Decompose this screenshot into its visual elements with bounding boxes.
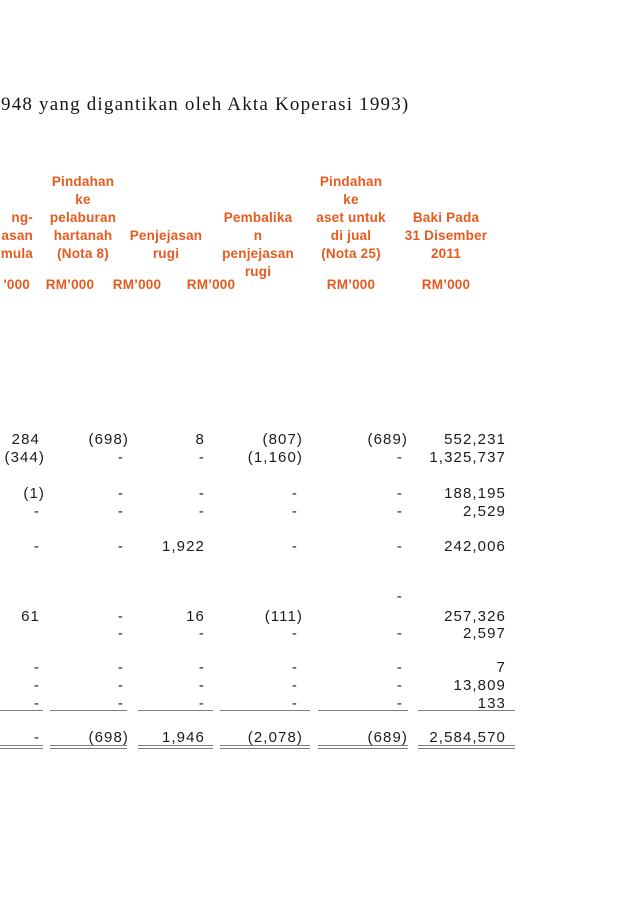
table-cell: - bbox=[396, 485, 403, 502]
table-cell: - bbox=[117, 695, 124, 712]
unit-label: RM’000 bbox=[421, 277, 471, 292]
column-double-rule bbox=[50, 745, 127, 749]
header-line: di jual bbox=[330, 228, 372, 243]
unit-label: RM’000 bbox=[326, 277, 376, 292]
table-cell: - bbox=[33, 538, 40, 555]
table-cell: - bbox=[291, 485, 298, 502]
table-cell: - bbox=[396, 588, 403, 605]
header-line: rugi bbox=[152, 246, 180, 261]
table-cell: - bbox=[291, 625, 298, 642]
column-rule bbox=[50, 710, 127, 711]
column-header-pembalikan-penjejasan-rugi bbox=[213, 209, 303, 281]
column-header-pindahan-pelaburan-hartanah bbox=[38, 173, 128, 263]
header-line: mula bbox=[0, 246, 33, 261]
total-cell: - bbox=[33, 729, 40, 746]
table-cell: 61 bbox=[21, 608, 40, 625]
header-line: 2011 bbox=[430, 246, 462, 261]
header-line: hartanah bbox=[53, 228, 113, 243]
header-line: ke bbox=[75, 192, 91, 207]
column-header-pindahan-aset-untuk-dijual bbox=[306, 173, 396, 263]
header-line: ng- bbox=[11, 210, 33, 225]
table-cell: (1) bbox=[23, 485, 45, 502]
header-line: Pembalika bbox=[223, 210, 293, 225]
header-line: n bbox=[253, 228, 263, 243]
table-cell: 257,326 bbox=[444, 608, 506, 625]
table-cell: (807) bbox=[262, 431, 303, 448]
table-cell: - bbox=[396, 695, 403, 712]
table-cell: - bbox=[396, 449, 403, 466]
column-double-rule bbox=[0, 745, 43, 749]
table-cell: - bbox=[117, 677, 124, 694]
table-cell: 13,809 bbox=[453, 677, 506, 694]
table-cell: - bbox=[396, 677, 403, 694]
column-double-rule bbox=[220, 745, 310, 749]
column-header-penjejasan-rugi bbox=[121, 227, 211, 263]
header-line: Pindahan bbox=[51, 174, 115, 189]
table-cell: - bbox=[117, 449, 124, 466]
table-cell: - bbox=[117, 625, 124, 642]
table-cell: 284 bbox=[11, 431, 40, 448]
table-cell: - bbox=[291, 659, 298, 676]
table-cell: - bbox=[198, 695, 205, 712]
table-cell: - bbox=[291, 538, 298, 555]
table-cell: 552,231 bbox=[444, 431, 506, 448]
table-cell: 2,597 bbox=[462, 625, 506, 642]
table-cell: - bbox=[396, 625, 403, 642]
column-double-rule bbox=[418, 745, 515, 749]
table-cell: (1,160) bbox=[247, 449, 303, 466]
column-rule bbox=[138, 710, 213, 711]
unit-label: RM’000 bbox=[45, 277, 95, 292]
table-cell: 1,922 bbox=[161, 538, 205, 555]
table-cell: - bbox=[117, 659, 124, 676]
table-cell: 242,006 bbox=[444, 538, 506, 555]
legal-heading: 948 yang digantikan oleh Akta Koperasi 1993) bbox=[1, 94, 410, 115]
header-line: (Nota 8) bbox=[57, 246, 109, 261]
total-cell: (2,078) bbox=[247, 729, 303, 746]
table-cell: - bbox=[291, 677, 298, 694]
table-cell: - bbox=[198, 485, 205, 502]
header-line: ke bbox=[343, 192, 359, 207]
header-line: Pindahan bbox=[319, 174, 383, 189]
table-cell: 188,195 bbox=[444, 485, 506, 502]
table-cell: - bbox=[396, 503, 403, 520]
table-cell: - bbox=[198, 659, 205, 676]
table-cell: 133 bbox=[477, 695, 506, 712]
table-cell: - bbox=[117, 608, 124, 625]
unit-label-left-partial: '000 bbox=[3, 277, 30, 292]
total-cell: (698) bbox=[88, 729, 129, 746]
total-cell: 2,584,570 bbox=[429, 729, 506, 746]
table-cell: (698) bbox=[88, 431, 129, 448]
column-rule bbox=[0, 710, 43, 711]
table-cell: - bbox=[117, 538, 124, 555]
table-cell: 7 bbox=[496, 659, 506, 676]
total-cell: 1,946 bbox=[161, 729, 205, 746]
table-cell: - bbox=[396, 659, 403, 676]
table-cell: 1,325,737 bbox=[429, 449, 506, 466]
table-cell: - bbox=[33, 659, 40, 676]
header-line: Penjejasan bbox=[129, 228, 203, 243]
column-rule bbox=[220, 710, 310, 711]
table-cell: - bbox=[198, 449, 205, 466]
header-line: 31 Disember bbox=[404, 228, 488, 243]
table-cell: (689) bbox=[367, 431, 408, 448]
total-cell: (689) bbox=[367, 729, 408, 746]
column-header-baki-31-disember-2011 bbox=[398, 209, 494, 263]
table-cell: - bbox=[198, 677, 205, 694]
table-cell: 8 bbox=[195, 431, 205, 448]
table-cell: (344) bbox=[4, 449, 45, 466]
table-cell: 2,529 bbox=[462, 503, 506, 520]
table-cell: - bbox=[33, 503, 40, 520]
column-rule bbox=[318, 710, 408, 711]
table-cell: - bbox=[198, 625, 205, 642]
column-header-left-partial bbox=[0, 209, 33, 263]
header-line: pelaburan bbox=[49, 210, 117, 225]
unit-label: RM’000 bbox=[186, 277, 236, 292]
header-line: (Nota 25) bbox=[321, 246, 381, 261]
table-cell: - bbox=[291, 503, 298, 520]
unit-label: RM’000 bbox=[112, 277, 162, 292]
header-line: penjejasan bbox=[222, 246, 294, 261]
header-line: Baki Pada bbox=[412, 210, 480, 225]
header-line: asan bbox=[1, 228, 33, 243]
column-rule bbox=[418, 710, 515, 711]
table-cell: - bbox=[117, 485, 124, 502]
table-cell: - bbox=[117, 503, 124, 520]
table-cell: - bbox=[33, 695, 40, 712]
column-double-rule bbox=[138, 745, 213, 749]
table-cell: 16 bbox=[186, 608, 205, 625]
table-cell: - bbox=[33, 677, 40, 694]
table-cell: - bbox=[291, 695, 298, 712]
header-line: rugi bbox=[244, 264, 272, 279]
table-cell: - bbox=[198, 503, 205, 520]
header-line: aset untuk bbox=[316, 210, 386, 225]
table-cell: - bbox=[396, 538, 403, 555]
column-double-rule bbox=[318, 745, 408, 749]
table-cell: (111) bbox=[264, 608, 303, 625]
